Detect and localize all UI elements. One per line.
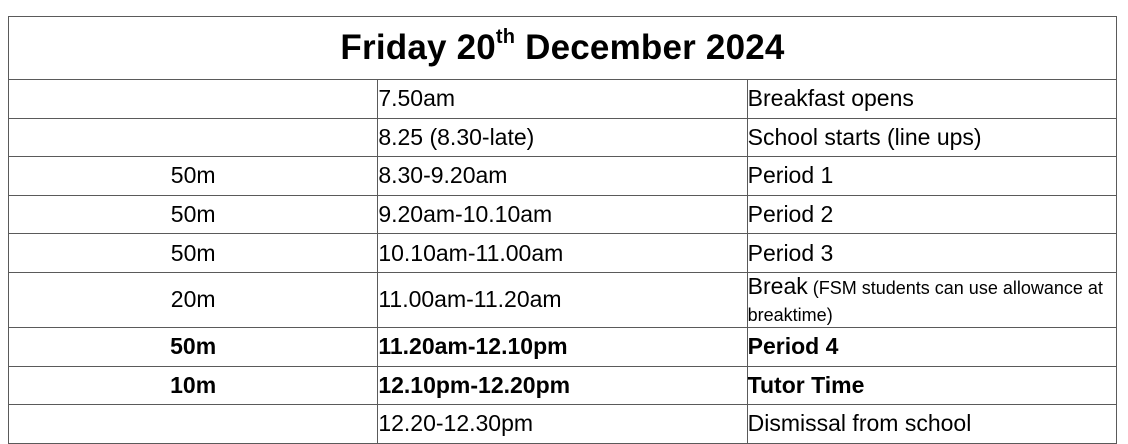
activity-label: Dismissal from school (747, 410, 972, 437)
duration-cell (9, 118, 378, 157)
time-cell: 7.50am (378, 80, 747, 119)
schedule-table (8, 16, 1117, 444)
time-cell: 9.20am-10.10am (378, 195, 747, 234)
time-cell: 12.10pm-12.20pm (378, 366, 747, 405)
schedule-row (9, 327, 1117, 366)
activity-cell (747, 118, 1116, 157)
activity-label: Tutor Time (747, 371, 865, 398)
title-row (9, 17, 1117, 80)
schedule-body (9, 17, 1117, 444)
activity-cell (747, 327, 1116, 366)
duration-cell: 50m (9, 327, 378, 366)
duration-cell: 50m (9, 195, 378, 234)
activity-cell (747, 366, 1116, 405)
time-cell: 8.30-9.20am (378, 157, 747, 196)
activity-cell (747, 405, 1116, 444)
duration-cell: 10m (9, 366, 378, 405)
schedule-row (9, 80, 1117, 119)
schedule-row (9, 118, 1117, 157)
activity-cell (747, 80, 1116, 119)
time-cell: 12.20-12.30pm (378, 405, 747, 444)
activity-note: (FSM students can use allowance at breaktime) (747, 277, 1103, 325)
activity-label: Breakfast opens (747, 85, 914, 112)
schedule-row (9, 366, 1117, 405)
duration-cell: 20m (9, 272, 378, 327)
title-suffix: December 2024 (515, 28, 785, 67)
duration-cell: 50m (9, 157, 378, 196)
time-cell: 11.00am-11.20am (378, 272, 747, 327)
title-superscript: th (495, 26, 516, 49)
activity-label: Period 2 (747, 201, 834, 228)
activity-cell (747, 272, 1116, 327)
schedule-row (9, 272, 1117, 327)
schedule-row (9, 157, 1117, 196)
time-cell: 11.20am-12.10pm (378, 327, 747, 366)
schedule-row (9, 234, 1117, 273)
activity-label: Period 3 (747, 239, 834, 266)
time-cell: 8.25 (8.30-late) (378, 118, 747, 157)
time-cell: 10.10am-11.00am (378, 234, 747, 273)
duration-cell (9, 405, 378, 444)
activity-label: Break (747, 272, 808, 299)
duration-cell: 50m (9, 234, 378, 273)
duration-cell (9, 80, 378, 119)
page-title (9, 17, 1117, 80)
activity-label: Period 1 (747, 162, 834, 189)
schedule-row (9, 405, 1117, 444)
activity-label: Period 4 (747, 333, 839, 360)
activity-cell (747, 195, 1116, 234)
activity-cell (747, 234, 1116, 273)
activity-label: School starts (line ups) (747, 123, 982, 150)
schedule-row (9, 195, 1117, 234)
title-prefix: Friday 20 (340, 28, 496, 67)
activity-cell (747, 157, 1116, 196)
